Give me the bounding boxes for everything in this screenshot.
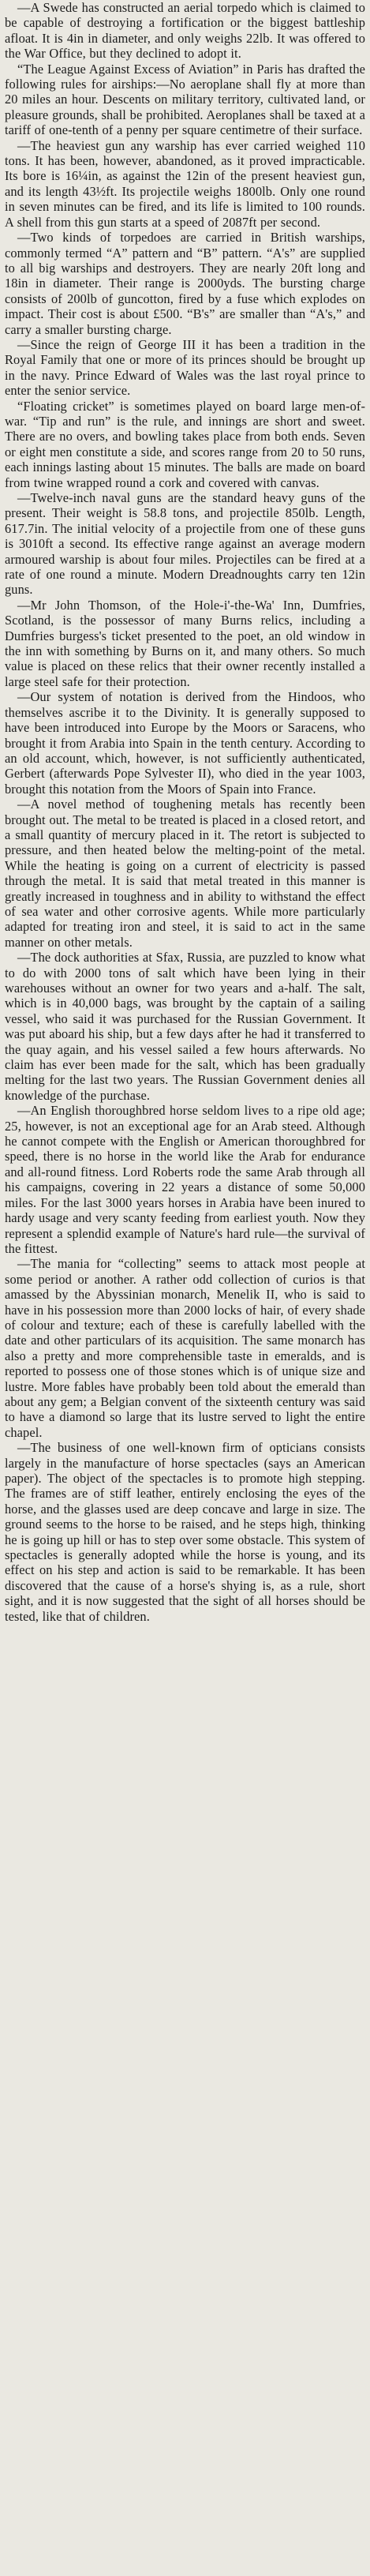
paragraph-aerial-torpedo: —A Swede has constructed an aerial torpedo which is claimed to be capable of destroying a fortification or the biggest battleship afloat. It is 4in in diameter, and only weighs 22lb. It was offered to the War Office, but they declined to adopt it. (5, 0, 365, 62)
paragraph-torpedo-patterns: —Two kinds of torpedoes are carried in British warships, commonly termed “A” pattern and “B” pattern. “A's” are supplied to all big warships and destroyers. They are nearly 20ft long and 18in in diameter. Their range is 2000yds. The bursting charge consists of 200lb of guncotton, fired by a fuse which explodes on impact. Their cost is about £500. “B's” are smaller than “A's,” and carry a smaller bursting charge. (5, 230, 365, 337)
paragraph-collecting-mania: —The mania for “collecting” seems to attack most people at some period or another. A rather odd collection of curios is that amassed by the Abyssinian monarch, Menelik II, who is said to have in his possession more than 2000 locks of hair, of every shade of colour and texture; each of these is carefully labelled with the date and other particulars of its acquisition. The same monarch has also a pretty and more comprehensible taste in emeralds, and is reported to possess one of those stones which is of unique size and lustre. More fables have probably been told about the emerald than about any gem; a Belgian convent of the sixteenth century was said to have a diamond so large that its lustre served to light the entire chapel. (5, 1256, 365, 1440)
paragraph-heaviest-gun: —The heaviest gun any warship has ever carried weighed 110 tons. It has been, however, abandoned, as it proved impracticable. Its bore is 16¼in, as against the 12in of the present heaviest gun, and its length 43½ft. Its projectile weighs 1800lb. Only one round in seven minutes can be fired, and its life is limited to 100 rounds. A shell from this gun starts at a speed of 2087ft per second. (5, 137, 365, 230)
newspaper-column (5, 0, 365, 2576)
paragraph-sfax-salt: —The dock authorities at Sfax, Russia, are puzzled to know what to do with 2000 tons of salt which have been lying in their warehouses without an owner for two years and a-half. The salt, which is in 40,000 bags, was brought by the captain of a sailing vessel, who said it was purchased for the Russian Government. It was put aboard his ship, but a few days after he had it transferred to the quay again, and his vessel sailed a few hours afterwards. No claim has ever been made for the salt, which has been gradually melting for the last two years. The Russian Government denies all knowledge of the purchase. (5, 950, 365, 1103)
paragraph-royal-navy-tradition: —Since the reign of George III it has been a tradition in the Royal Family that one or more of its princes should be brought up in the navy. Prince Edward of Wales was the last royal prince to enter the senior service. (5, 336, 365, 399)
paragraph-aviation-league: “The League Against Excess of Aviation” in Paris has drafted the following rules for airships:—No aeroplane shall fly at more than 20 miles an hour. Descents on military territory, cultivated land, or pleasure grounds, shall be prohibited. Aeroplanes shall be taxed at a tariff of one-tenth of a penny per square centimetre of their surface. (5, 61, 365, 138)
paragraph-burns-relics: —Mr John Thomson, of the Hole-i'-the-Wa' Inn, Dumfries, Scotland, is the possessor of many Burns relics, including a Dumfries burgess's ticket presented to the poet, an old window in the inn with something by Burns on it, and many others. So much value is placed on these relics that their owner recently installed a large steel safe for their protection. (5, 597, 365, 689)
paragraph-horse-spectacles: —The business of one well-known firm of opticians consists largely in the manufacture of horse spectacles (says an American paper). The object of the spectacles is to promote high stepping. The frames are of stiff leather, entirely enclosing the eyes of the horse, and the glasses used are deep concave and large in size. The ground seems to the horse to be raised, and he steps high, thinking he is going up hill or has to step over some obstacle. This system of spectacles is generally adopted while the horse is young, and its effect on his step and action is said to be remarkable. It has been discovered that the cause of a horse's shying is, as a rule, short sight, and it is now suggested that the sight of all horses should be tested, like that of children. (5, 1440, 365, 1624)
paragraph-naval-guns: —Twelve-inch naval guns are the standard heavy guns of the present. Their weight is 58.8 tons, and projectile 850lb. Length, 617.7in. The initial velocity of a projectile from one of these guns is 3010ft a second. Its effective range against an average modern armoured warship is about four miles. Projectiles can be fired at a rate of one round a minute. Modern Dreadnoughts carry ten 12in guns. (5, 490, 365, 598)
paragraph-notation-system: —Our system of notation is derived from the Hindoos, who themselves ascribe it to the Divinity. It is generally supposed to have been introduced into Europe by the Moors or Saracens, who brought it from Arabia into Spain in the tenth century. According to an old account, which, however, is not sufficiently authenticated, Gerbert (afterwards Pope Sylvester II), who died in the year 1003, brought this notation from the Moors of Spain into France. (5, 689, 365, 797)
paragraph-arab-horse: —An English thoroughbred horse seldom lives to a ripe old age; 25, however, is not an exceptional age for an Arab steed. Although he cannot compete with the English or American thoroughbred for speed, there is no horse in the world like the Arab for endurance and all-round fitness. Lord Roberts rode the same Arab through all his campaigns, covering in 22 years a distance of some 50,000 miles. For the last 3000 years horses in Arabia have been inured to hardy usage and very scanty feeding from earliest youth. Now they represent a splendid example of Nature's hard rule—the survival of the fittest. (5, 1103, 365, 1256)
paragraph-floating-cricket: “Floating cricket” is sometimes played on board large men-of-war. “Tip and run” is the rule, and innings are short and sweet. There are no overs, and bowling takes place from both ends. Seven or eight men constitute a side, and scores range from 20 to 50 runs, each innings lasting about 15 minutes. The balls are made on board from twine wrapped round a cork and covered with canvas. (5, 398, 365, 490)
paragraph-toughening-metals: —A novel method of toughening metals has recently been brought out. The metal to be treated is placed in a closed retort, and a small quantity of mercury placed in it. The retort is subjected to pressure, and then heated below the melting-point of the metal. While the heating is going on a current of electricity is passed through the metal. It is said that metal treated in this manner is greatly increased in toughness and in ability to withstand the effect of sea water and other corrosive agents. While more particularly adapted for treating iron and steel, it is said to act in the same manner on other metals. (5, 797, 365, 950)
